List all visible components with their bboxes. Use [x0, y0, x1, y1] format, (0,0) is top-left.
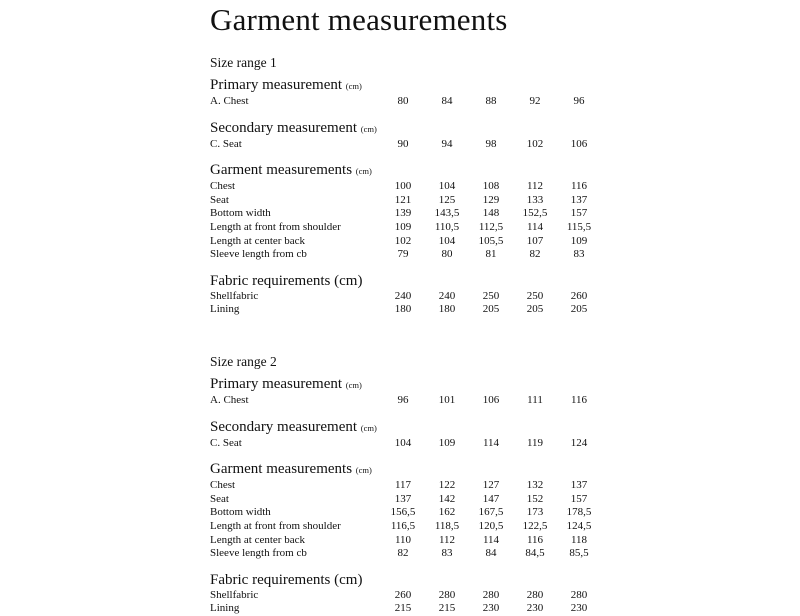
section-heading	[210, 272, 800, 290]
value-cell: 142	[438, 492, 456, 505]
value-cell: 152,5	[522, 207, 548, 220]
value-cell: 102	[394, 234, 412, 247]
value-cell: 230	[570, 602, 588, 615]
section-heading	[210, 375, 800, 394]
value-cell: 94	[441, 137, 453, 150]
table-row	[210, 248, 800, 262]
value-cell: 122	[438, 479, 456, 492]
value-cell: 205	[570, 303, 588, 316]
value-cell: 137	[570, 193, 588, 206]
value-cell: 250	[526, 289, 544, 302]
section-heading-text: Fabric requirements (cm)	[210, 571, 363, 588]
unit-suffix: (cm)	[345, 379, 362, 390]
section-heading	[210, 571, 800, 589]
row-values	[381, 180, 601, 194]
value-cell: 79	[397, 248, 409, 261]
value-cell: 104	[438, 180, 456, 193]
value-cell: 105,5	[478, 234, 504, 247]
row-values	[381, 437, 601, 451]
row-label: Seat	[210, 492, 229, 505]
section-heading-text: Primary measurement	[210, 77, 346, 93]
value-cell: 98	[485, 137, 497, 150]
value-cell: 109	[438, 436, 456, 449]
value-cell: 215	[438, 602, 456, 615]
value-cell: 100	[394, 180, 412, 193]
measurement-sections	[210, 375, 800, 616]
value-cell: 215	[394, 602, 412, 615]
value-cell: 240	[394, 289, 412, 302]
unit-suffix: (cm)	[345, 81, 362, 91]
section-rows	[210, 180, 800, 262]
row-values	[381, 506, 601, 520]
value-cell: 109	[394, 220, 412, 233]
section-rows	[210, 290, 800, 317]
row-label: Length at center back	[210, 533, 305, 546]
row-label: C. Seat	[210, 436, 242, 449]
value-cell: 106	[570, 137, 588, 150]
table-row	[210, 221, 800, 235]
value-cell: 84	[485, 547, 497, 560]
value-cell: 121	[394, 193, 412, 206]
table-row	[210, 290, 800, 304]
row-values	[381, 138, 601, 152]
row-label: Sleeve length from cb	[210, 248, 307, 261]
value-cell: 280	[570, 588, 588, 601]
table-row	[210, 437, 800, 451]
row-values	[381, 589, 601, 603]
value-cell: 84,5	[525, 547, 545, 560]
value-cell: 90	[397, 137, 409, 150]
row-label: Shellfabric	[210, 289, 259, 302]
unit-suffix: (cm)	[360, 422, 377, 433]
value-cell: 110,5	[434, 220, 460, 233]
row-values	[381, 547, 601, 561]
value-cell: 230	[482, 602, 500, 615]
size-range	[210, 353, 800, 616]
size-ranges-container	[210, 54, 800, 616]
value-cell: 84	[441, 95, 453, 107]
value-cell: 112	[526, 180, 544, 193]
value-cell: 80	[441, 248, 453, 261]
measurement-section	[210, 161, 800, 262]
value-cell: 162	[438, 506, 456, 519]
value-cell: 101	[438, 393, 456, 406]
measurement-section	[210, 119, 800, 152]
row-label: Length at front from shoulder	[210, 519, 341, 532]
value-cell: 125	[438, 193, 456, 206]
value-cell: 114	[482, 533, 500, 546]
value-cell: 115,5	[566, 220, 592, 233]
row-label: Lining	[210, 303, 240, 316]
row-values	[381, 493, 601, 507]
value-cell: 107	[526, 234, 544, 247]
value-cell: 260	[394, 588, 412, 601]
row-values	[381, 235, 601, 249]
value-cell: 129	[482, 193, 500, 206]
page-title: Garment measurements	[210, 2, 508, 37]
value-cell: 178,5	[566, 506, 592, 519]
section-heading-text: Garment measurements	[210, 162, 356, 179]
row-label: Shellfabric	[210, 588, 259, 601]
table-row	[210, 194, 800, 208]
table-row	[210, 589, 800, 603]
section-rows	[210, 138, 800, 152]
value-cell: 111	[527, 393, 543, 406]
value-cell: 280	[482, 588, 500, 601]
value-cell: 137	[394, 492, 412, 505]
value-cell: 117	[394, 479, 412, 492]
measurement-section	[210, 272, 800, 317]
size-range-label: Size range 1	[210, 55, 277, 70]
value-cell: 157	[570, 492, 588, 505]
table-row	[210, 547, 800, 561]
row-label: Lining	[210, 602, 240, 615]
value-cell: 88	[485, 95, 497, 107]
row-values	[381, 207, 601, 221]
value-cell: 108	[482, 180, 500, 193]
value-cell: 127	[482, 479, 500, 492]
measurement-sections	[210, 76, 800, 317]
table-row	[210, 235, 800, 249]
section-rows	[210, 589, 800, 616]
section-rows	[210, 95, 800, 109]
section-heading-text: Primary measurement	[210, 375, 346, 392]
row-values	[381, 248, 601, 262]
table-row	[210, 95, 800, 109]
measurement-section	[210, 418, 800, 451]
value-cell: 157	[570, 207, 588, 220]
value-cell: 132	[526, 479, 544, 492]
table-row	[210, 602, 800, 616]
table-row	[210, 207, 800, 221]
section-heading-text: Secondary measurement	[210, 119, 361, 136]
value-cell: 124,5	[566, 519, 592, 532]
row-values	[381, 534, 601, 548]
value-cell: 106	[482, 393, 500, 406]
unit-suffix: (cm)	[355, 166, 372, 177]
value-cell: 280	[526, 588, 544, 601]
value-cell: 85,5	[569, 547, 589, 560]
row-values	[381, 394, 601, 408]
table-row	[210, 493, 800, 507]
value-cell: 118	[570, 533, 588, 546]
value-cell: 114	[526, 220, 544, 233]
value-cell: 120,5	[478, 519, 504, 532]
row-values	[381, 194, 601, 208]
section-rows	[210, 479, 800, 561]
row-label: A. Chest	[210, 95, 249, 107]
section-heading	[210, 418, 800, 437]
value-cell: 80	[397, 95, 409, 107]
value-cell: 180	[438, 303, 456, 316]
value-cell: 205	[482, 303, 500, 316]
row-values	[381, 303, 601, 317]
value-cell: 102	[526, 137, 544, 150]
row-label: Length at front from shoulder	[210, 220, 341, 233]
row-values	[381, 479, 601, 493]
value-cell: 152	[526, 492, 544, 505]
section-heading	[210, 460, 800, 479]
row-label: Bottom width	[210, 506, 271, 519]
table-row	[210, 534, 800, 548]
value-cell: 173	[526, 506, 544, 519]
row-label: Sleeve length from cb	[210, 547, 307, 560]
row-label: C. Seat	[210, 137, 242, 150]
value-cell: 104	[394, 436, 412, 449]
value-cell: 118,5	[434, 519, 460, 532]
value-cell: 82	[529, 248, 541, 261]
table-row	[210, 506, 800, 520]
row-label: Chest	[210, 180, 236, 193]
value-cell: 205	[526, 303, 544, 316]
measurement-section	[210, 460, 800, 561]
unit-suffix: (cm)	[360, 123, 377, 134]
row-label: Chest	[210, 479, 236, 492]
value-cell: 230	[526, 602, 544, 615]
value-cell: 148	[482, 207, 500, 220]
value-cell: 240	[438, 289, 456, 302]
section-heading	[210, 76, 800, 95]
unit-suffix: (cm)	[355, 465, 372, 476]
value-cell: 83	[573, 248, 585, 261]
value-cell: 92	[529, 95, 541, 107]
row-values	[381, 95, 601, 109]
value-cell: 250	[482, 289, 500, 302]
row-values	[381, 290, 601, 304]
value-cell: 122,5	[522, 519, 548, 532]
value-cell: 133	[526, 193, 544, 206]
table-row	[210, 180, 800, 194]
value-cell: 137	[570, 479, 588, 492]
value-cell: 82	[397, 547, 409, 560]
row-label: Seat	[210, 193, 229, 206]
value-cell: 280	[438, 588, 456, 601]
value-cell: 143,5	[434, 207, 460, 220]
row-values	[381, 602, 601, 616]
value-cell: 109	[570, 234, 588, 247]
section-heading	[210, 161, 800, 180]
section-heading-text: Secondary measurement	[210, 418, 361, 435]
value-cell: 114	[482, 436, 500, 449]
value-cell: 260	[570, 289, 588, 302]
section-rows	[210, 394, 800, 408]
value-cell: 83	[441, 547, 453, 560]
row-values	[381, 221, 601, 235]
row-label: Bottom width	[210, 207, 271, 220]
table-row	[210, 520, 800, 534]
table-row	[210, 479, 800, 493]
value-cell: 116	[570, 180, 588, 193]
table-row	[210, 303, 800, 317]
value-cell: 110	[394, 533, 412, 546]
section-heading	[210, 119, 800, 138]
section-heading-text: Garment measurements	[210, 461, 356, 478]
value-cell: 124	[570, 436, 588, 449]
value-cell: 81	[485, 248, 497, 261]
row-label: Length at center back	[210, 234, 305, 247]
value-cell: 116	[570, 393, 588, 406]
size-range-label: Size range 2	[210, 353, 277, 369]
measurement-section	[210, 375, 800, 408]
value-cell: 147	[482, 492, 500, 505]
value-cell: 180	[394, 303, 412, 316]
value-cell: 116,5	[390, 519, 416, 532]
value-cell: 104	[438, 234, 456, 247]
value-cell: 112	[438, 533, 456, 546]
measurement-section	[210, 76, 800, 109]
section-heading-text: Fabric requirements (cm)	[210, 272, 363, 289]
value-cell: 167,5	[478, 506, 504, 519]
value-cell: 116	[526, 533, 544, 546]
row-label: A. Chest	[210, 393, 249, 406]
section-rows	[210, 437, 800, 451]
row-values	[381, 520, 601, 534]
value-cell: 139	[394, 207, 412, 220]
size-range	[210, 54, 800, 317]
measurement-section	[210, 571, 800, 616]
table-row	[210, 394, 800, 408]
value-cell: 96	[397, 393, 409, 406]
value-cell: 112,5	[478, 220, 504, 233]
table-row	[210, 138, 800, 152]
value-cell: 119	[526, 436, 544, 449]
value-cell: 156,5	[390, 506, 416, 519]
value-cell: 96	[573, 95, 585, 107]
